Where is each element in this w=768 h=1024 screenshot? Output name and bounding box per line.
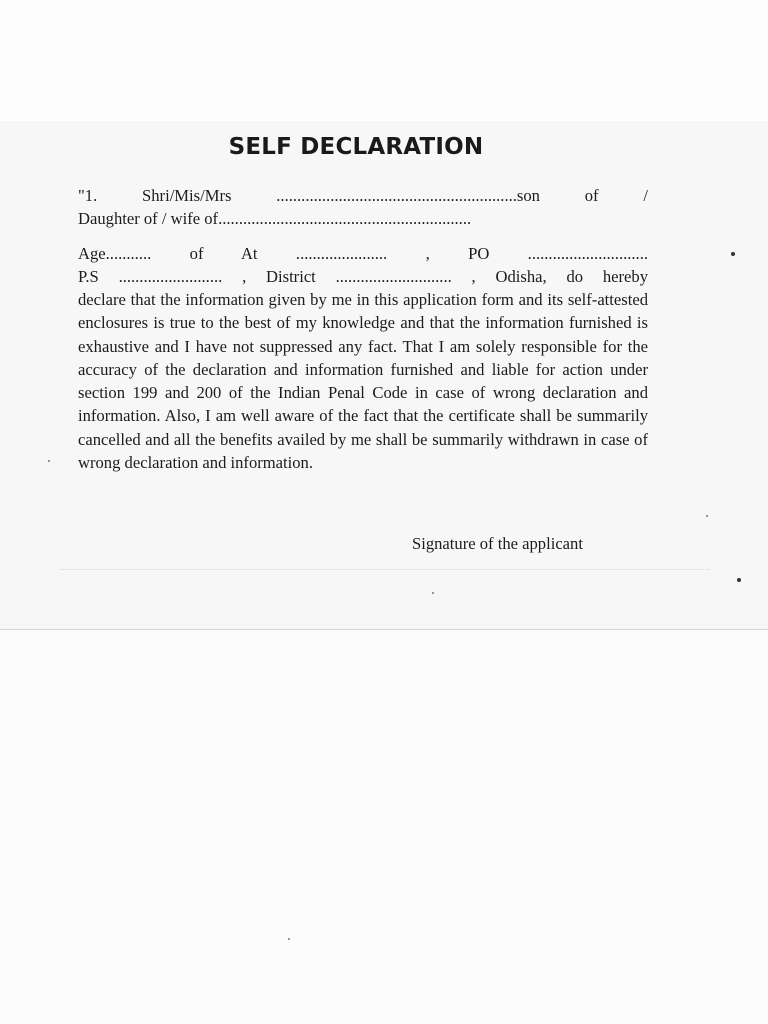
- relation-line: Daughter of / wife of.............................................................: [78, 209, 472, 228]
- scan-speck: [288, 938, 290, 940]
- scan-speck: [706, 515, 708, 517]
- document-title: SELF DECLARATION: [228, 134, 484, 160]
- ps-district-line: P.S ......................... , District ............................ , Odisha, do hereby: [78, 267, 648, 286]
- age-address-line: Age........... of At ...................... , PO .............................: [78, 244, 648, 263]
- name-line: "1. Shri/Mis/Mrs ..........................................................son of /: [78, 186, 648, 205]
- slip-divider: [60, 569, 710, 570]
- scan-speck: [48, 460, 50, 462]
- scan-speck: [731, 252, 735, 256]
- page-background: [0, 0, 768, 122]
- declaration-body: declare that the information given by me in this application form and its self-attested enclosures is true to the best of my knowledge and that the information furnished is exhaustive and I have not suppressed any fact. That I am solely responsible for the accuracy of the declaration and information furnished and liable for action under section 199 and 200 of the Indian Penal Code in case of wrong declaration and information. Also, I am well aware of the fact that the certificate shall be summarily cancelled and all the benefits availed by me shall be summarily withdrawn in case of wrong declaration and information.: [78, 290, 648, 473]
- signature-label: Signature of the applicant: [412, 534, 583, 553]
- scan-speck: [432, 592, 434, 594]
- scan-speck: [737, 578, 741, 582]
